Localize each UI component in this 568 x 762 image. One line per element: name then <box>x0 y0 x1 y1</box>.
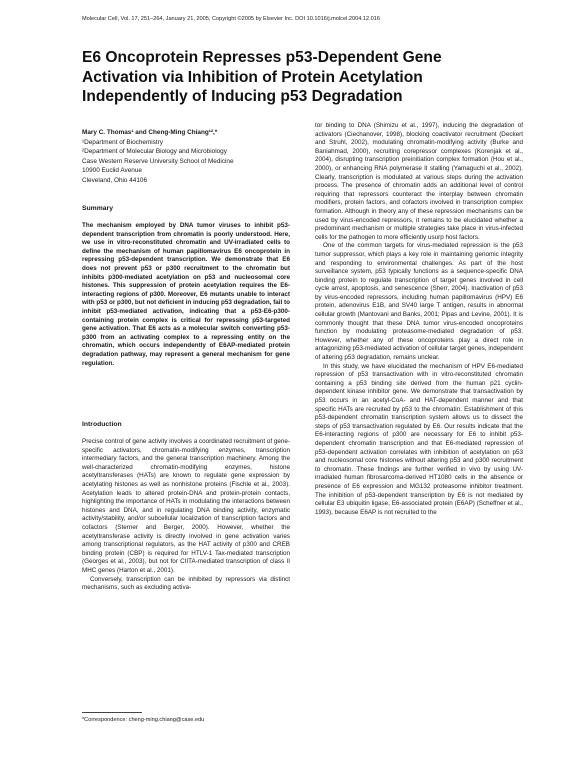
affiliation-1: ¹Department of Biochemistry <box>82 138 163 146</box>
summary-text: The mechanism employed by DNA tumor viruses to inhibit p53-dependent transcription from chromatin is poorly understood. Here, we use in vitro-reconstituted chromatin and UV-irradiated cells to define the mechanism of human papillomavirus E6 oncoprotein in repressing p53-dependent transcription. We demonstrate that E6 does not prevent p53 or p300 recruitment to the chromatin but inhibits p300-mediated acetylation on p53 and nucleosomal core histones. This suppression of protein acetylation requires the E6-interacting regions of p300. Moreover, E6 mutants unable to interact with p53 or p300, but not deficient in inducing p53 degradation, fail to inhibit p53-mediated activation, indicating that a p53-E6-p300-containing protein complex is critical for repressing p53-targeted gene activation. That E6 acts as a molecular switch converting p53-p300 from an activating complex to a repressing entity on the chromatin, which occurs independently of E6AP-mediated protein degradation pathway, may represent a general mechanism for gene regulation. <box>82 222 290 367</box>
article-title <box>82 48 532 107</box>
title-line-2: Activation via Inhibition of Protein Acetylation <box>82 68 423 86</box>
affiliation-3: Case Western Reserve University School of Medicine <box>82 157 234 165</box>
right-paragraph-1: tor binding to DNA (Shimizu et al., 1997), inducing the degradation of activators (Ciechanover, 1998), blocking coactivator recruitment (Deckert and Struhl, 2002), modulating chromatin-modifying activity (Burke and Baniahmad, 2000), recruiting corepressor complexes (Korenjak et al., 2004), disrupting transcription preinitiation complex formation (Hou et al., 2000), or enhancing RNA polymerase II stalling (Yamaguchi et al., 2002). Clearly, transcription is modulated at various steps during the activation process. The presence of chromatin adds an additional level of control requiring that repressors counteract the interplay between chromatin modifiers, protein factors, and cofactors involved in transcription complex formation. Although in theory any of these repression mechanisms can be used by virus-encoded repressors, it remains to be elucidated whether a predominant mechanism or multiple strategies take place in virus-infected cells for the pathogen to more efficiently usurp host factors. <box>315 122 523 241</box>
author-block <box>82 128 302 185</box>
intro-paragraph-1: Precise control of gene activity involves a coordinated recruitment of gene-specific activators, chromatin-modifying enzymes, transcription intermediary factors, and the general transcription machinery. Among the well-characterized chromatin-modifying enzymes, histone acetyltransferases (HATs) are known to regulate gene expression by acetylating histones as well as nonhistone proteins (Fischle et al., 2003). Acetylation leads to altered protein-DNA and protein-protein contacts, highlighting the importance of HATs in modulating the interactions between histones and DNA, and in regulating DNA binding activity, enzymatic activity/stability, and/or subcellular localization of transcription factors and cofactors (Sterner and Berger, 2000). However, whether the acetyltransferase activity is directly involved in gene activation varies among transcriptional regulators, as the HAT activity of p300 and CREB binding protein (CBP) is required for HTLV-1 Tax-mediated transcription (Georges et al., 2003), but not for CIITA-mediated transcription of class II MHC genes (Harton et al., 2001). <box>82 438 290 574</box>
title-line-1: E6 Oncoprotein Represses p53-Dependent Gene <box>82 49 442 66</box>
author-names: Mary C. Thomas¹ and Cheng-Ming Chiang¹²,* <box>82 129 218 136</box>
title-line-3: Independently of Inducing p53 Degradation <box>82 88 403 105</box>
summary-section <box>82 222 290 368</box>
correspondence-footnote: *Correspondence: cheng-ming.chiang@case.edu <box>82 717 205 723</box>
summary-heading: Summary <box>82 205 113 212</box>
introduction-heading: Introduction <box>82 421 122 428</box>
right-column <box>315 122 523 517</box>
right-paragraph-3: In this study, we have elucidated the mechanism of HPV E6-mediated repression of p53 transactivation with in vitro-reconstituted chromatin containing a p53 binding site derived from the human p21 cyclin-dependent kinase inhibitor gene. We demonstrate that transactivation by p53 occurs in an acetyl-CoA- and HAT-dependent manner and that specific HATs are recruited by p53 to the chromatin. Establishment of this p53-dependent chromatin transcription system allows us to dissect the steps of p53 transactivation regulated by E6. Our results indicate that the E6-interacting regions of p300 are necessary for E6 to inhibit p53-dependent chromatin transcription and that E6-mediated repression of p53-dependent activation correlates with inhibition of acetylation on p53 and nucleosomal core histones without altering p53 and p300 recruitment to chromatin. These findings are further verified in vivo by using UV-irradiated human fibrosarcoma-derived HT1080 cells in the absence or presence of E6 expression and MG132 proteasome inhibitor treatment. The inhibition of p53-dependent transcription by E6 is not mediated by cellular E3 ubiquitin ligase, E6-associated protein (E6AP) (Scheffner et al., 1993), because E6AP is not recruited to the <box>315 362 523 516</box>
journal-citation-header: Molecular Cell, Vol. 17, 251–264, January 21, 2005, Copyright ©2005 by Elsevier Inc. DOI 10.1016/j.molcel.2004.12.016 <box>82 16 380 22</box>
affiliation-4: 10900 Euclid Avenue <box>82 167 142 174</box>
intro-paragraph-2: Conversely, transcription can be inhibited by repressors via distinct mechanisms, such as excluding activa- <box>82 575 290 592</box>
introduction-column <box>82 438 290 593</box>
right-paragraph-2: One of the common targets for virus-mediated repression is the p53 tumor suppressor, which plays a key role in maintaining genomic integrity and responding to environmental challenges. As part of the host surveillance system, p53 typically functions as a sequence-specific DNA binding protein to regulate transcription of target genes involved in cell cycle arrest, apoptosis, and senescence (Sherr, 2004). Inactivation of p53 by virus-encoded repressors, including human papillomavirus (HPV) E6 protein, adenovirus E1B, and SV40 large T antigen, results in abnormal cellular growth (Mantovani and Banks, 2001; Pipas and Levine, 2001). It is commonly thought that these DNA tumor virus-encoded oncoproteins function by modulating proteasome-mediated degradation of p53. However, whether any of these oncoproteins play a direct role in antagonizing p53-mediated activation of cellular target genes, independent of altering p53 degradation, remains unclear. <box>315 242 523 362</box>
affiliation-5: Cleveland, Ohio 44106 <box>82 176 148 184</box>
affiliation-2: ²Department of Molecular Biology and Microbiology <box>82 148 227 155</box>
footnote-divider <box>82 712 142 713</box>
